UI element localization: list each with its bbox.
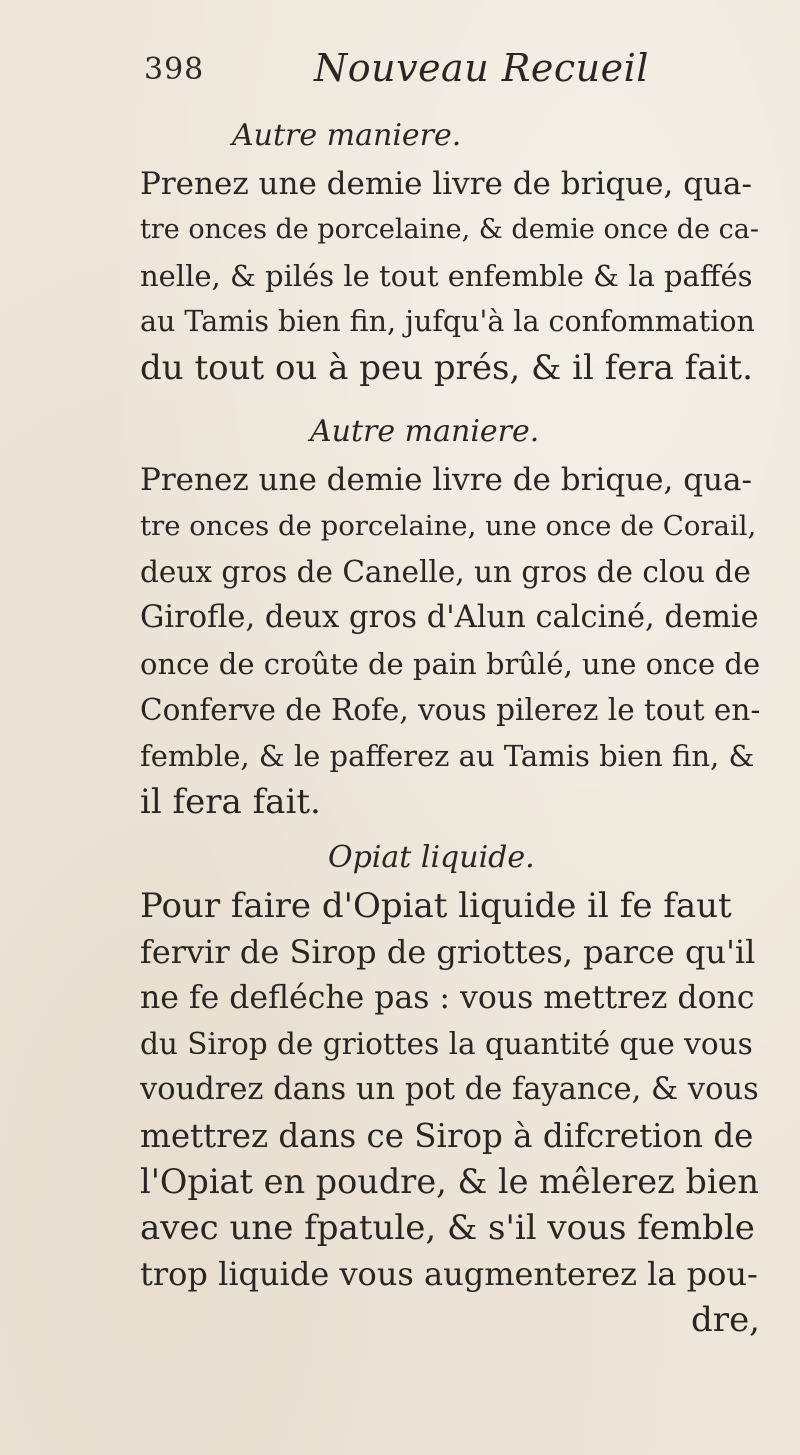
text-line: once de croûte de pain brûlé, une once de	[140, 647, 760, 681]
text-line: tre onces de porcelaine, & demie once de ca-	[140, 214, 759, 245]
text-line: Prenez une demie livre de brique, qua-	[140, 462, 752, 498]
text-line: Conferve de Rofe, vous pilerez le tout en-	[140, 693, 760, 727]
text-line: il fera fait.	[140, 782, 321, 822]
page-number: 398	[144, 52, 205, 87]
text-line: trop liquide vous augmenterez la pou-	[140, 1255, 758, 1293]
text-line: Pour faire d'Opiat liquide il fe faut	[140, 886, 732, 926]
text-line: femble, & le pafferez au Tamis bien fin, &	[140, 739, 755, 773]
running-head	[140, 42, 700, 92]
section-heading-autre-maniere-2: Autre maniere.	[310, 414, 540, 449]
section-heading-autre-maniere-1: Autre maniere.	[232, 118, 462, 153]
text-line: deux gros de Canelle, un gros de clou de	[140, 555, 751, 589]
text-line: ne fe defléche pas : vous mettrez donc	[140, 980, 755, 1016]
text-line: Prenez une demie livre de brique, qua-	[140, 166, 752, 202]
text-line: fervir de Sirop de griottes, parce qu'il	[140, 933, 756, 971]
text-line: du Sirop de griottes la quantité que vous	[140, 1027, 753, 1061]
text-line: avec une fpatule, & s'il vous femble	[140, 1208, 755, 1248]
running-title: Nouveau Recueil	[314, 46, 649, 90]
text-line: au Tamis bien fin, jufqu'à la confommation	[140, 305, 755, 338]
section-heading-opiat-liquide: Opiat liquide.	[328, 840, 535, 875]
text-line: l'Opiat en poudre, & le mêlerez bien	[140, 1162, 759, 1201]
text-line: tre onces de porcelaine, une once de Corail,	[140, 510, 757, 542]
text-line: Girofle, deux gros d'Alun calciné, demie	[140, 600, 759, 635]
text-line: voudrez dans un pot de fayance, & vous	[140, 1072, 759, 1107]
catchword: dre,	[691, 1300, 760, 1340]
text-line: nelle, & pilés le tout enfemble & la paffés	[140, 259, 753, 293]
text-line: mettrez dans ce Sirop à difcretion de	[140, 1117, 754, 1155]
text-line: du tout ou à peu prés, & il fera fait.	[140, 348, 753, 388]
